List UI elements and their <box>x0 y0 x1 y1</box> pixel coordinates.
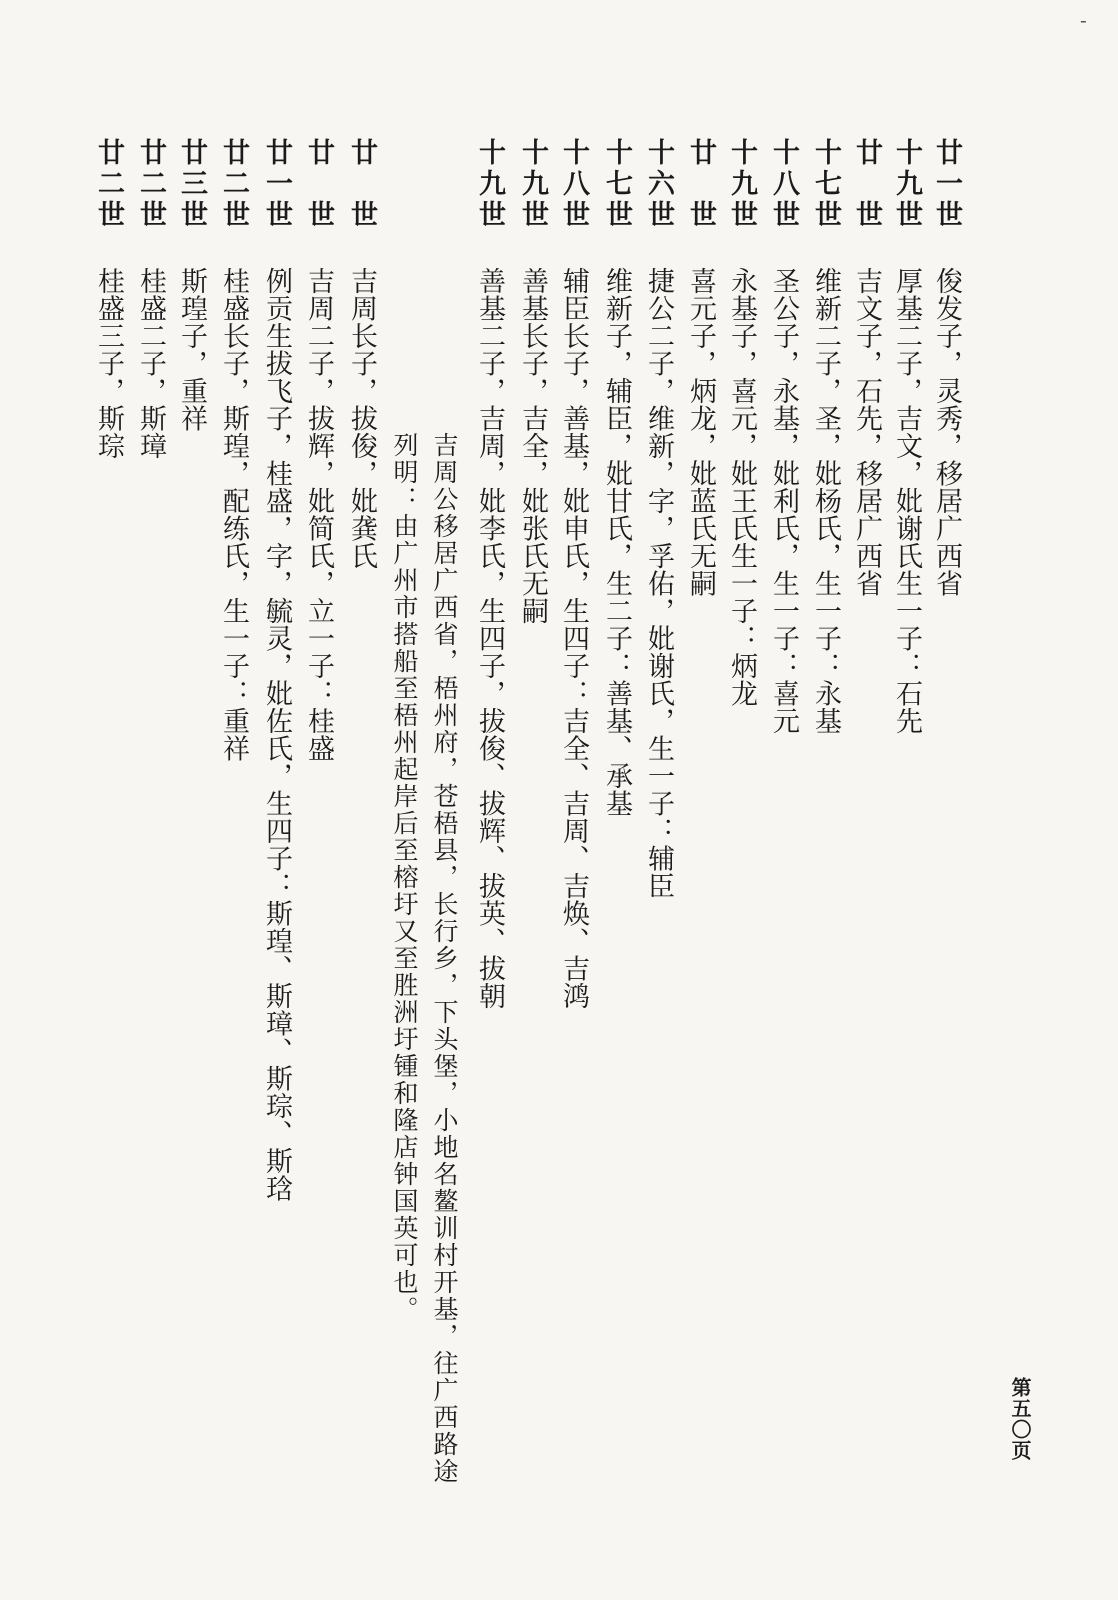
generation-label: 廿三世 <box>176 138 207 231</box>
generation-label: 廿一世 <box>261 138 292 231</box>
entry-text: 桂盛长子，斯瑝，配练氏，生一子：重祥 <box>218 267 249 762</box>
entry-text: 维新二子，圣，妣杨氏，生一子：永基 <box>810 267 841 735</box>
entry-column <box>933 138 960 597</box>
entry-column <box>603 138 630 817</box>
scan-mark: ‐ <box>1080 8 1087 32</box>
generation-label: 十九世 <box>517 138 548 231</box>
generation-label: 十八世 <box>558 138 589 231</box>
generation-label: 廿一世 <box>931 138 962 231</box>
page-number: 第五〇页 <box>1008 1377 1032 1461</box>
entry-column <box>305 138 332 762</box>
generation-label: 廿二世 <box>93 138 124 231</box>
generation-label: 十六世 <box>643 138 674 231</box>
entry-column <box>645 138 672 900</box>
entry-text: 桂盛二子，斯璋 <box>135 267 166 460</box>
entry-column <box>728 138 755 707</box>
entry-text: 辅臣长子，善基，妣申氏，生四子：吉全、吉周、吉焕、吉鸿 <box>558 267 589 1010</box>
entry-column <box>687 138 714 597</box>
entry-text: 永基子，喜元，妣王氏生一子：炳龙 <box>726 267 757 707</box>
entry-column <box>853 138 880 597</box>
generation-label: 十九世 <box>726 138 757 231</box>
entry-text: 善基二子，吉周，妣李氏，生四子，拔俊、拔辉、拔英、拔朝 <box>474 267 505 1010</box>
entry-column <box>263 138 290 1202</box>
entry-column <box>95 138 122 460</box>
entry-column <box>560 138 587 1010</box>
migration-note-line-2: 列明：由广州市搭船至梧州起岸后至榕圩又至胜洲圩锺和隆店钟国英可也。 <box>390 432 419 1323</box>
entry-column <box>476 138 503 1010</box>
entry-column <box>220 138 247 762</box>
migration-note-line-1: 吉周公移居广西省，梧州府，苍梧县，长行乡，下头堡，小地名鳌训村开基，往广西路途 <box>430 432 459 1485</box>
entry-text: 喜元子，炳龙，妣蓝氏无嗣 <box>685 267 716 597</box>
generation-label: 十九世 <box>891 138 922 231</box>
entry-text: 圣公子，永基，妣利氏，生一子：喜元 <box>768 267 799 735</box>
entry-column <box>348 138 375 570</box>
entry-column <box>893 138 920 735</box>
entry-column <box>178 138 205 432</box>
entry-text: 吉周二子，拔辉，妣简氏，立一子：桂盛 <box>303 267 334 762</box>
entry-text: 吉周长子，拔俊，妣龚氏 <box>346 267 377 570</box>
entry-text: 捷公二子，维新，字，孚佑，妣谢氏，生一子：辅臣 <box>643 267 674 900</box>
entry-text: 善基长子，吉全，妣张氏无嗣 <box>517 267 548 625</box>
generation-label: 廿 世 <box>303 138 334 231</box>
entry-column <box>519 138 546 625</box>
generation-label: 廿 世 <box>346 138 377 231</box>
generation-label: 廿二世 <box>135 138 166 231</box>
entry-text: 斯瑝子，重祥 <box>176 267 207 432</box>
generation-label: 廿 世 <box>851 138 882 231</box>
entry-text: 俊发子，灵秀，移居广西省 <box>931 267 962 597</box>
entry-text: 厚基二子，吉文，妣谢氏生一子：石先 <box>891 267 922 735</box>
entry-text: 吉文子，石先，移居广西省 <box>851 267 882 597</box>
entry-column <box>812 138 839 735</box>
generation-label: 十八世 <box>768 138 799 231</box>
entry-text: 桂盛三子，斯琮 <box>93 267 124 460</box>
entry-text: 例贡生拔飞子，桂盛，字，毓灵，妣佐氏，生四子：斯瑝、斯璋、斯琮、斯琀 <box>261 267 292 1202</box>
entry-column <box>770 138 797 735</box>
generation-label: 十七世 <box>810 138 841 231</box>
generation-label: 十九世 <box>474 138 505 231</box>
generation-label: 十七世 <box>601 138 632 231</box>
generation-label: 廿二世 <box>218 138 249 231</box>
generation-label: 廿 世 <box>685 138 716 231</box>
entry-column <box>137 138 164 460</box>
entry-text: 维新子，辅臣，妣甘氏，生二子：善基、承基 <box>601 267 632 817</box>
